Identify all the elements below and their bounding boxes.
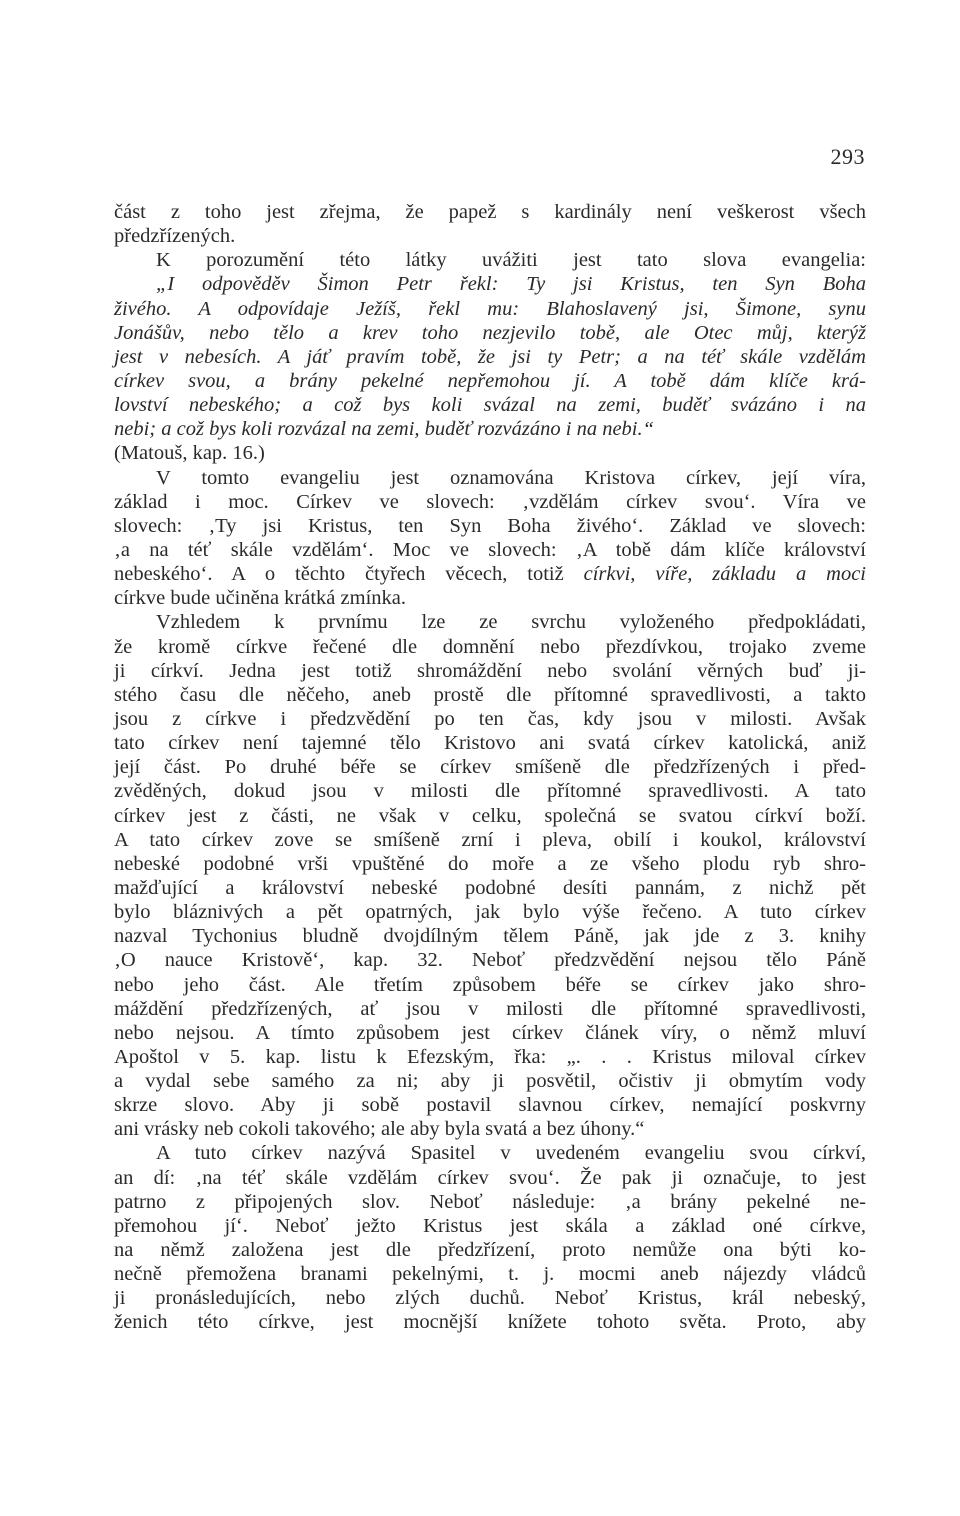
text-line: přemohou jí‘. Neboť ježto Kristus jest skála a základ oné církve, <box>114 1214 866 1237</box>
text-line: patrno z připojených slov. Neboť následuje: ‚a brány pekelné ne- <box>114 1190 866 1213</box>
text-line: část z toho jest zřejma, že papež s kardinály není veškerost všech <box>114 201 866 223</box>
text-line: ženich této církve, jest mocnější knížete tohoto světa. Proto, aby <box>114 1311 866 1334</box>
text-line: základ i moc. Církev ve slovech: ‚vzdělám církev svou‘. Víra ve <box>114 490 866 513</box>
text-line-roman: nebeského‘. A o těchto čtyřech věcech, totiž <box>114 563 584 586</box>
text-line-italic: církvi, víře, základu a moci <box>583 563 866 586</box>
text-line: Jonášův, nebo tělo a krev toho nezjevilo tobě, ale Otec můj, kterýž <box>114 321 866 344</box>
text-line: slovech: ‚Ty jsi Kristus, ten Syn Boha živého‘. Základ ve slovech: <box>114 514 866 537</box>
text-line: jest v nebesích. A jáť pravím tobě, že jsi ty Petr; a na téť skále vzdělám <box>114 345 866 368</box>
text-line: an dí: ‚na téť skále vzdělám církev svou‘. Že pak ji označuje, to jest <box>114 1166 866 1189</box>
text-line: K porozumění této látky uvážiti jest tato slova evangelia: <box>156 249 866 272</box>
text-line: stého času dle něčeho, aneb prostě dle přítomné spravedlivosti, a takto <box>114 683 866 706</box>
text-line: a vydal sebe samého za ni; aby ji posvětil, očistiv ji obmytím vody <box>114 1070 866 1093</box>
text-line: nebi; a což bys koli rozvázal na zemi, buděť rozvázáno i na nebi.“ <box>114 418 655 441</box>
text-line: jsou z církve i předzvědění po ten čas, kdy jsou v milosti. Avšak <box>114 707 866 730</box>
text-line: Vzhledem k prvnímu lze ze svrchu vyloženého předpokládati, <box>156 611 866 634</box>
text-line: ‚O nauce Kristově‘, kap. 32. Neboť předzvědění nejsou tělo Páně <box>114 949 866 972</box>
text-line: tato církev není tajemné tělo Kristovo ani svatá církev katolická, aniž <box>114 732 866 755</box>
text-line: ji církví. Jedna jest totiž shromáždění nebo svolání věrných buď ji- <box>114 659 866 682</box>
text-line: skrze slovo. Aby ji sobě postavil slavnou církev, nemající poskvrny <box>114 1094 866 1117</box>
text-line: „I odpověděv Šimon Petr řekl: Ty jsi Kristus, ten Syn Boha <box>156 273 866 296</box>
text-line: církev jest z části, ne však v celku, společná se svatou církví boží. <box>114 804 866 827</box>
text-line <box>114 562 866 586</box>
page-number: 293 <box>830 144 865 169</box>
text-line: nebeské podobné vrši vpuštěné do moře a ze všeho plodu ryb shro- <box>114 852 866 875</box>
text-line: předzřízených. <box>114 225 236 248</box>
text-line: ji pronásledujících, nebo zlých duchů. Neboť Kristus, král nebeský, <box>114 1287 866 1310</box>
text-line: nečně přemožena branami pekelnými, t. j. mocmi aneb nájezdy vládců <box>114 1263 866 1286</box>
text-line: nebo nejsou. A tímto způsobem jest církev článek víry, o němž mluví <box>114 1021 866 1044</box>
text-line: A tuto církev nazývá Spasitel v uvedeném evangeliu svou církví, <box>156 1142 866 1165</box>
text-line: zvěděných, dokud jsou v milosti dle přítomné spravedlivosti. A tato <box>114 780 866 803</box>
text-line: mažďující a království nebeské podobné desíti pannám, z nichž pět <box>114 876 866 899</box>
text-line: Apoštol v 5. kap. listu k Efezským, řka: „. . . Kristus miloval církev <box>114 1045 866 1068</box>
text-line: na němž založena jest dle předzřízení, proto nemůže ona býti ko- <box>114 1239 866 1262</box>
text-line: její část. Po druhé béře se církev smíšeně dle předzřízených i před- <box>114 756 866 779</box>
text-line: nebo jeho část. Ale třetím způsobem béře se církev jako shro- <box>114 973 866 996</box>
text-line: A tato církev zove se smíšeně zrní i pleva, obilí i koukol, království <box>114 828 866 851</box>
text-line: bylo bláznivých a pět opatrných, jak bylo výše řečeno. A tuto církev <box>114 901 866 924</box>
body-text <box>114 200 866 1335</box>
text-line: (Matouš, kap. 16.) <box>114 442 265 465</box>
text-line: lovství nebeského; a což bys koli svázal na zemi, buděť svázáno i na <box>114 394 866 417</box>
text-line: živého. A odpovídaje Ježíš, řekl mu: Blahoslavený jsi, Šimone, synu <box>114 297 866 320</box>
text-line: církev svou, a brány pekelné nepřemohou jí. A tobě dám klíče krá- <box>114 369 866 392</box>
text-line: V tomto evangeliu jest oznamována Kristova církev, její víra, <box>156 466 866 489</box>
text-line: církve bude učiněna krátká zmínka. <box>114 587 406 610</box>
text-line: ani vrásky neb cokoli takového; ale aby byla svatá a bez úhony.“ <box>114 1118 645 1141</box>
text-line: ‚a na téť skále vzdělám‘. Moc ve slovech: ‚A tobě dám klíče království <box>114 538 866 561</box>
text-line: že kromě církve řečené dle domnění nebo přezdívkou, trojako zveme <box>114 635 866 658</box>
text-line: máždění předzřízených, ať jsou v milosti dle přítomné spravedlivosti, <box>114 997 866 1020</box>
text-line: nazval Tychonius bludně dvojdílným tělem Páně, jak jde z 3. knihy <box>114 925 866 948</box>
